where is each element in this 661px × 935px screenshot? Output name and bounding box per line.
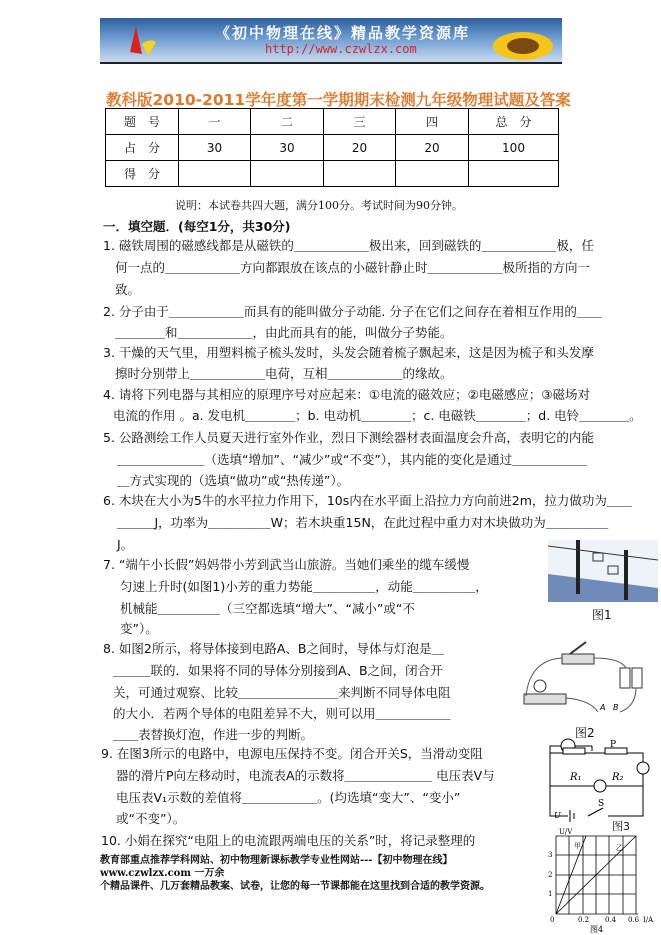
- question-line: 电压表V₁示数的差值将＿＿＿＿＿＿。(均选填“变大”、“变小”: [116, 790, 461, 805]
- figure-4-series-label: 乙: [616, 844, 623, 852]
- table-cell: [179, 161, 251, 187]
- question-line: 匀速上升时(如图1)小芳的重力势能＿＿＿＿＿，动能＿＿＿＿＿，: [120, 579, 488, 594]
- question-line: 电流的作用 。a. 发电机＿＿＿＿；b. 电动机＿＿＿＿；c. 电磁铁＿＿＿＿；d. 电铃＿＿＿＿。: [113, 408, 642, 423]
- table-cell: 得 分: [106, 161, 179, 187]
- table-cell: 题 号: [106, 109, 179, 135]
- figure-1-cable-car-image: [548, 540, 658, 602]
- question-line: 10. 小娟在探究“电阻上的电流跟两端电压的关系”时，将记录整理的: [101, 833, 476, 848]
- figure-4-x-tick: 0.4: [605, 916, 617, 924]
- exam-note: 说明：本试卷共四大题，满分100分。考试时间为90分钟。: [175, 199, 463, 212]
- table-cell: 100: [469, 135, 559, 161]
- question-line: 4. 请将下列电器与其相应的原理序号对应起来：①电流的磁效应；②电磁感应；③磁场对: [103, 387, 591, 402]
- site-banner: [100, 18, 562, 64]
- table-cell: [251, 161, 324, 187]
- question-line: 6. 木块在大小为5牛的水平拉力作用下，10s内在水平面上沿拉力方向前进2m，拉力做功为＿＿: [103, 493, 632, 508]
- figure-4-x-axis-label: I/A: [643, 916, 654, 924]
- question-line: 2. 分子由于＿＿＿＿＿＿而具有的能叫做分子动能. 分子在它们之间存在着相互作用的＿＿: [103, 304, 602, 319]
- question-line: 7. “端午小长假”妈妈带小芳到武当山旅游。当她们乘坐的缆车缓慢: [103, 557, 470, 572]
- table-cell: 占 分: [106, 135, 179, 161]
- figure-1-caption: 图1: [592, 608, 612, 622]
- site-logo-icon: [122, 24, 158, 58]
- footer-line: 教育部重点推荐学科网站、初中物理新课标教学专业性网站---【初中物理在线】www.czwlzx.com 一万余: [100, 855, 453, 879]
- footer: [100, 854, 520, 893]
- figure-4-graph: [546, 828, 658, 934]
- question-line: 1. 磁铁周围的磁感线都是从磁铁的＿＿＿＿＿＿极出来，回到磁铁的＿＿＿＿＿＿极，任: [103, 238, 594, 253]
- score-table: [105, 108, 559, 187]
- figure-4-y-tick: 2: [548, 871, 553, 879]
- table-row: [106, 161, 559, 187]
- figure-2-caption: 图2: [575, 726, 595, 740]
- table-row: [106, 109, 559, 135]
- banner-url[interactable]: http://www.czwlzx.com: [265, 42, 417, 56]
- question-line: ＿＿＿J，功率为＿＿＿＿＿W；若木块重15N，在此过程中重力对木块做功为＿＿＿＿＿: [117, 515, 609, 530]
- figure-3-caption: 图3: [612, 820, 630, 833]
- table-cell: 四: [396, 109, 469, 135]
- table-cell: 一: [179, 109, 251, 135]
- figure-2-circuit-image: [520, 640, 650, 720]
- table-cell: 三: [324, 109, 396, 135]
- footer-line: 个精品课件、几万套精品教案、试卷，让您的每一节课都能在这里找到合适的教学资源。: [100, 881, 490, 892]
- figure-2-label-a: A: [600, 703, 606, 712]
- question-line: 8. 如图2所示，将导体接到电路A、B之间时，导体与灯泡是＿: [103, 641, 444, 656]
- question-line: ＿＿＿＿＿＿＿（选填“增加”、“减少”或“不变”），其内能的变化是通过＿＿＿＿＿＿: [117, 452, 588, 467]
- table-cell: 20: [324, 135, 396, 161]
- table-cell: 30: [251, 135, 324, 161]
- question-line: 器的滑片P向左移动时，电流表A的示数将＿＿＿＿＿＿＿ 电压表V与: [116, 768, 495, 783]
- table-cell: 总 分: [469, 109, 559, 135]
- table-cell: [324, 161, 396, 187]
- figure-4-y-tick: 3: [548, 851, 553, 859]
- question-line: 变”）。: [120, 621, 158, 636]
- figure-3-label-u: U: [554, 811, 561, 820]
- question-line: 何一点的＿＿＿＿＿＿方向都跟放在该点的小磁针静止时＿＿＿＿＿＿极所指的方向一: [115, 260, 591, 275]
- figure-3-label-p: P: [610, 740, 617, 750]
- figure-4-series-label: 甲: [574, 842, 581, 850]
- question-line: 的大小．若两个导体的电阻差异不大，则可以用＿＿＿＿＿＿: [113, 706, 451, 721]
- table-row: [106, 135, 559, 161]
- figure-3-label-r1: R₁: [570, 772, 582, 783]
- figure-4-caption: 图4: [590, 925, 604, 934]
- figure-3-label-s: S: [598, 799, 605, 809]
- table-cell: [396, 161, 469, 187]
- figure-4-x-tick: 0.2: [578, 916, 590, 924]
- question-line: 擦时分别带上＿＿＿＿＿＿电荷，互相＿＿＿＿＿＿的缘故。: [115, 366, 453, 381]
- question-line: ＿＿＿＿和＿＿＿＿＿＿，由此而具有的能，叫做分子势能。: [115, 325, 453, 340]
- table-cell: 二: [251, 109, 324, 135]
- page-title: 教科版2010-2011学年度第一学期期末检测九年级物理试题及答案: [106, 91, 571, 109]
- figure-3-label-r2: R₂: [612, 772, 624, 783]
- question-line: 致。: [115, 282, 141, 297]
- figure-4-x-tick: 0: [550, 916, 555, 924]
- banner-title: 《初中物理在线》精品教学资源库: [215, 24, 471, 42]
- question-line: ＿＿＿联的．如果将不同的导体分别接到A、B之间，闭合开: [113, 663, 443, 678]
- question-line: ＿方式实现的（选填“做功”或“热传递”）。: [117, 473, 350, 488]
- section-heading: 一．填空题．(每空1分，共30分): [103, 219, 291, 234]
- question-line: 机械能＿＿＿＿＿（三空都选填“增大”、“减小”或“不: [120, 601, 415, 616]
- figure-4-x-tick: 0.6: [628, 916, 640, 924]
- question-line: 3. 干燥的天气里，用塑料梳子梳头发时，头发会随着梳子飘起来，这是因为梳子和头发摩: [103, 345, 594, 360]
- question-line: 关，可通过观察、比较＿＿＿＿＿＿＿＿来判断不同导体电阻: [113, 685, 451, 700]
- table-cell: 30: [179, 135, 251, 161]
- figure-4-y-axis-label: U/V: [559, 828, 573, 836]
- figure-3-circuit-diagram: [548, 738, 653, 823]
- question-line: 5. 公路测绘工作人员夏天进行室外作业，烈日下测绘器材表面温度会升高，表明它的内能: [103, 430, 594, 445]
- figure-2-label-b: B: [613, 703, 619, 712]
- sunflower-icon: [485, 24, 555, 64]
- question-line: 或“不变”）。: [116, 811, 186, 826]
- table-cell: [469, 161, 559, 187]
- question-line: ＿＿表替换灯泡，作进一步的判断。: [113, 727, 314, 742]
- figure-4-y-tick: 1: [548, 890, 553, 898]
- table-cell: 20: [396, 135, 469, 161]
- question-line: J。: [117, 537, 134, 552]
- question-line: 9. 在图3所示的电路中，电源电压保持不变。闭合开关S，当滑动变阻: [101, 746, 483, 761]
